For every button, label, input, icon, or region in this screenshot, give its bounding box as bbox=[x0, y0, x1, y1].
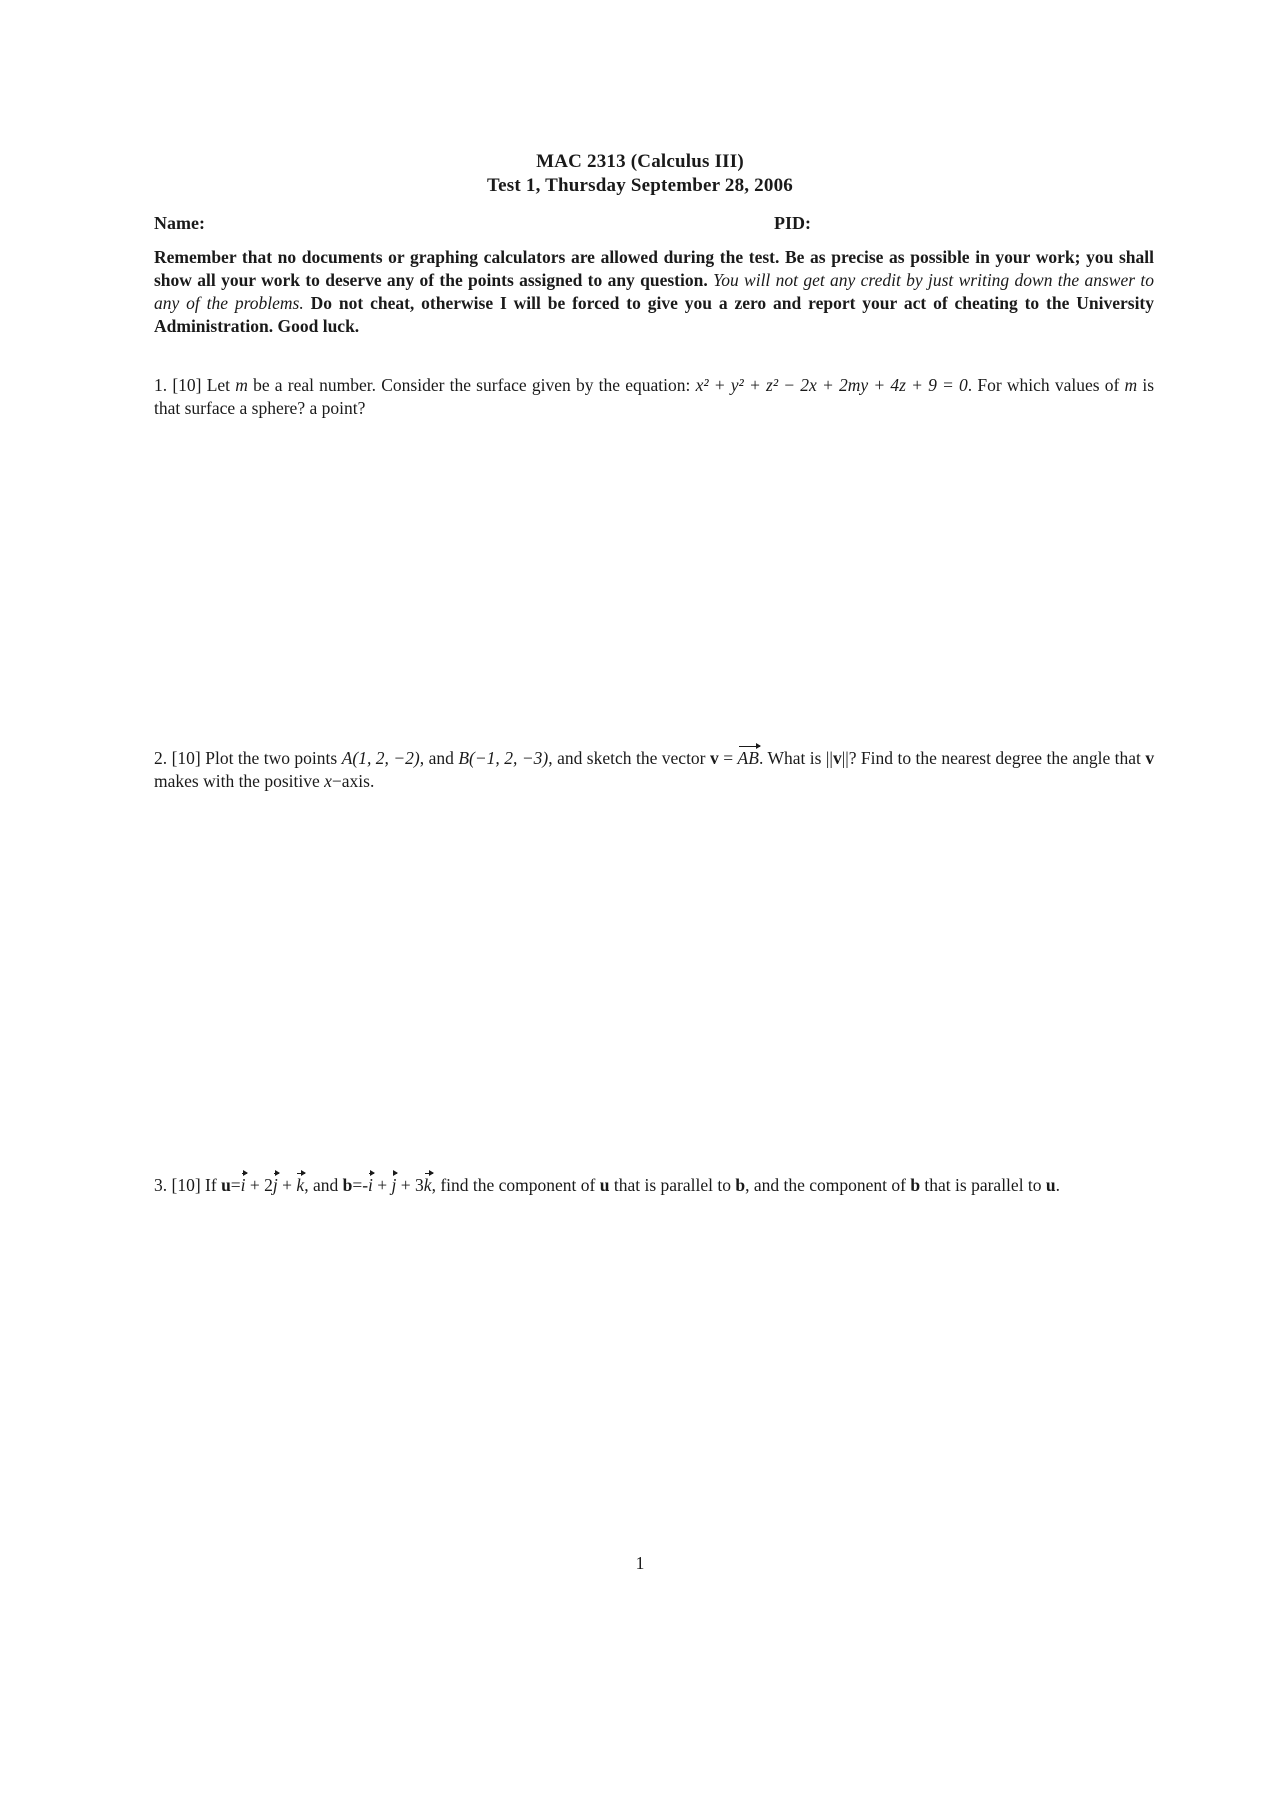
problem-text: −axis. bbox=[331, 771, 375, 791]
instructions bbox=[154, 246, 1154, 338]
problem-text: . What is || bbox=[758, 748, 833, 768]
instructions-bold-2: Do not cheat, otherwise I will be forced to give you a zero and report your act of cheating to the University Administration. Good luck. bbox=[154, 293, 1155, 336]
problem-text: . bbox=[1055, 1175, 1061, 1195]
vector-ab: AB bbox=[737, 748, 759, 768]
math-operator: + 3 bbox=[396, 1175, 424, 1195]
math-operator: + 2 bbox=[245, 1175, 273, 1195]
unit-vector-j: j bbox=[391, 1175, 397, 1195]
vector-b: b bbox=[735, 1175, 746, 1195]
unit-vector-j: j bbox=[272, 1175, 278, 1195]
instructions-italic: You will not get any credit by just writing down the answer to any of the problems. bbox=[154, 270, 1154, 313]
problem-1 bbox=[154, 374, 1154, 420]
instructions-bold-1: Remember that no documents or graphing calculators are allowed during the test. Be as precise as possible in your work; you shall show all your work to deserve any of the points assigned to any question. bbox=[154, 247, 1154, 290]
math-variable: m bbox=[1124, 375, 1138, 395]
problem-2 bbox=[154, 747, 1154, 793]
problem-text: , and the component of bbox=[745, 1175, 906, 1195]
math-operator: = bbox=[230, 1175, 241, 1195]
problem-text: is that surface a sphere? a point? bbox=[154, 375, 1155, 418]
unit-vector-i: i bbox=[368, 1175, 373, 1195]
vector-u: u bbox=[221, 1175, 231, 1195]
problem-text: , and bbox=[304, 1175, 339, 1195]
page-number: 1 bbox=[635, 1553, 645, 1573]
math-operator: + bbox=[277, 1175, 297, 1195]
exam-header bbox=[0, 150, 1280, 198]
problem-text: Let bbox=[206, 375, 231, 395]
problem-text: makes with the positive bbox=[154, 771, 320, 791]
unit-vector-k: k bbox=[423, 1175, 432, 1195]
vector-v: v bbox=[832, 748, 842, 768]
surface-equation: x² + y² + z² − 2x + 2my + 4z + 9 = 0 bbox=[695, 375, 968, 395]
problem-text: , find the component of bbox=[431, 1175, 596, 1195]
vector-v: v bbox=[1145, 748, 1155, 768]
problem-3 bbox=[154, 1174, 1154, 1197]
vector-b: b bbox=[342, 1175, 353, 1195]
point-a: A(1, 2, −2) bbox=[341, 748, 420, 768]
problem-number: 1. bbox=[154, 375, 168, 395]
problem-text: . For which values of bbox=[967, 375, 1120, 395]
problem-text: ||? Find to the nearest degree the angle that bbox=[841, 748, 1141, 768]
point-b: B(−1, 2, −3) bbox=[458, 748, 549, 768]
course-title: MAC 2313 (Calculus III) bbox=[536, 151, 744, 172]
vector-u: u bbox=[599, 1175, 610, 1195]
problem-text: , and bbox=[419, 748, 454, 768]
problem-text: If bbox=[205, 1175, 217, 1195]
problem-text: be a real number. Consider the surface given by the equation: bbox=[253, 375, 691, 395]
vector-b: b bbox=[910, 1175, 921, 1195]
problem-text: that is parallel to bbox=[924, 1175, 1042, 1195]
unit-vector-i: i bbox=[240, 1175, 246, 1195]
problem-text: Plot the two points bbox=[205, 748, 338, 768]
problem-points: [10] bbox=[171, 1175, 201, 1195]
name-label: Name: bbox=[154, 213, 205, 233]
problem-text: that is parallel to bbox=[613, 1175, 731, 1195]
problem-points: [10] bbox=[172, 375, 202, 395]
math-operator: + bbox=[372, 1175, 392, 1195]
axis-variable: x bbox=[324, 771, 332, 791]
problem-text: , and sketch the vector bbox=[548, 748, 706, 768]
math-operator: =- bbox=[352, 1175, 369, 1195]
problem-points: [10] bbox=[171, 748, 201, 768]
math-variable: m bbox=[235, 375, 248, 395]
student-info-row bbox=[154, 213, 1154, 234]
unit-vector-k: k bbox=[296, 1175, 305, 1195]
test-title: Test 1, Thursday September 28, 2006 bbox=[487, 175, 793, 196]
problem-text: = bbox=[723, 748, 734, 768]
problem-number: 3. bbox=[154, 1175, 168, 1195]
problem-number: 2. bbox=[154, 748, 168, 768]
vector-v: v bbox=[709, 748, 719, 768]
vector-u: u bbox=[1045, 1175, 1056, 1195]
pid-label: PID: bbox=[774, 213, 811, 233]
